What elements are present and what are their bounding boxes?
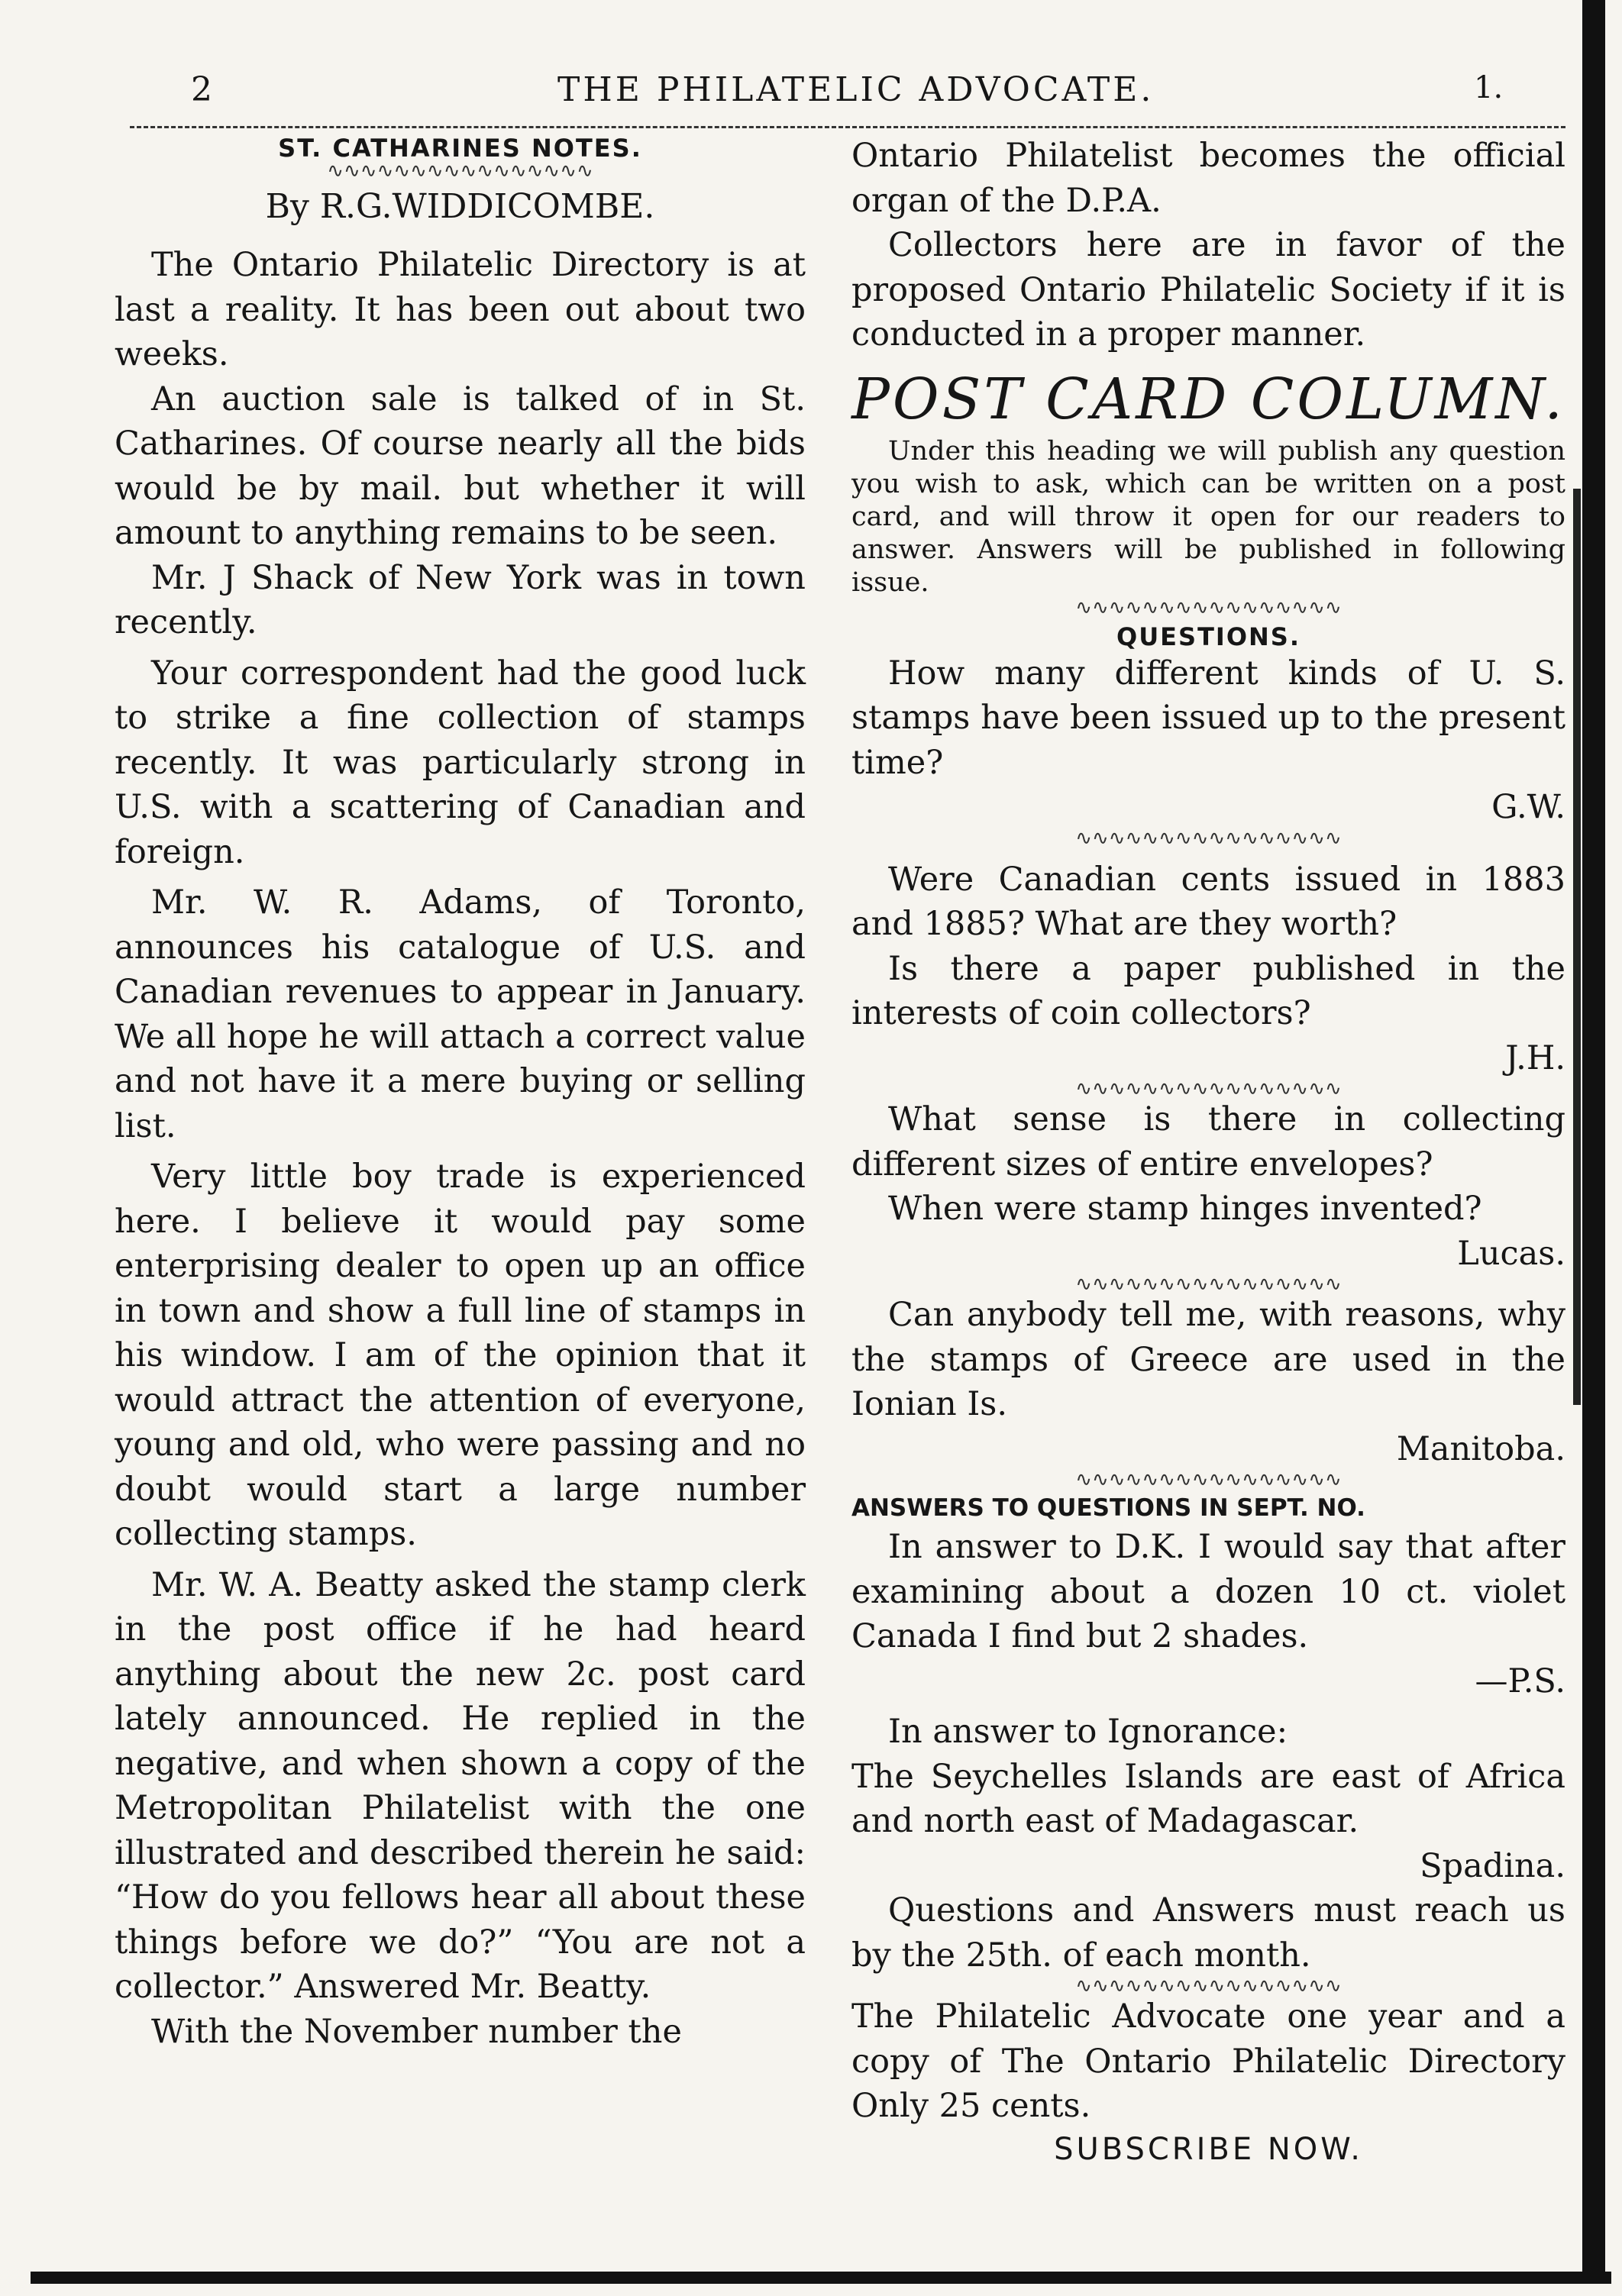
question-text: Is there a paper published in the interests of coin collectors? [851, 949, 1565, 1032]
paragraph: Mr. W. R. Adams, of Toronto, announces his catalogue of U.S. and Canadian revenues to appear in January. We all hope he will attach a correct value and not have it a mere buying or selling list. [115, 883, 806, 1145]
paragraph: Mr. W. A. Beatty asked the stamp clerk in the post office if he had heard anything about the new 2c. post card lately announced. He replied in the negative, and when shown a copy of the Metropolitan Philatelist with the one illustrated and described therein he said: “How do you fellows hear all about these things before we do?” “You are not a collector.” Answered Mr. Beatty. [115, 1565, 806, 2006]
continuation-text: Ontario Philatelist becomes the official organ of the D.P.A. [851, 137, 1565, 220]
subscribe-now: SUBSCRIBE NOW. [1054, 2131, 1363, 2167]
page-bottom-bar [31, 2272, 1611, 2284]
byline: By R.G.WIDDICOMBE. [265, 187, 655, 226]
question-signature: G.W. [1491, 788, 1565, 826]
paragraph: With the November number the [151, 2012, 682, 2051]
ornament-squiggle: ∿∿∿∿∿∿∿∿∿∿∿∿∿∿∿∿ [1075, 826, 1342, 850]
header-rule [130, 126, 1565, 128]
post-card-intro: Under this heading we will publish any question you wish to ask, which can be written on a post card, and will throw it open for our readers to answer. Answers will be published in following issue. [851, 435, 1565, 598]
answer-text: In answer to Ignorance: [888, 1713, 1288, 1751]
paragraph: The Ontario Philatelic Directory is at last a reality. It has been out about two weeks. [115, 246, 806, 373]
question-text: How many different kinds of U. S. stamps have been issued up to the present time? [851, 654, 1565, 782]
ornament-squiggle: ∿∿∿∿∿∿∿∿∿∿∿∿∿∿∿∿ [1075, 1468, 1342, 1491]
paragraph: An auction sale is talked of in St. Catharines. Of course nearly all the bids would be by mail. but whether it will amount to anything remains to be seen. [115, 379, 806, 552]
paragraph: Very little boy trade is experienced here. I believe it would pay some enterprising dealer to open up an office in town and show a full line of stamps in his window. I am of the opinion that it would attract the attention of everyone, young and old, who were passing and no doubt would start a large number collecting stamps. [115, 1158, 806, 1553]
answer-text: In answer to D.K. I would say that after examining about a dozen 10 ct. violet Canada I find but 2 shades. [851, 1528, 1565, 1655]
page-number: 2 [191, 70, 212, 109]
ornament-squiggle: ∿∿∿∿∿∿∿∿∿∿∿∿∿∿∿∿ [327, 160, 593, 182]
ornament-squiggle: ∿∿∿∿∿∿∿∿∿∿∿∿∿∿∿∿ [1075, 1975, 1342, 1997]
deadline-notice: Questions and Answers must reach us by the 25th. of each month. [851, 1891, 1565, 1975]
questions-heading: QUESTIONS. [1116, 622, 1301, 651]
page-edge-bar [1582, 0, 1605, 2272]
paragraph: Your correspondent had the good luck to strike a fine collection of stamps recently. It was particularly strong in U.S. with a scattering of Canadian and foreign. [115, 654, 806, 871]
question-text: Were Canadian cents issued in 1883 and 1885? What are they worth? [851, 860, 1565, 943]
question-signature: Lucas. [1457, 1234, 1565, 1273]
question-text: Can anybody tell me, with reasons, why the stamps of Greece are used in the Ionian Is. [851, 1296, 1565, 1423]
post-card-heading: POST CARD COLUMN. [851, 366, 1565, 432]
left-column [115, 134, 806, 2054]
answer-text: The Seychelles Islands are east of Africa and north east of Madagascar. [851, 1757, 1565, 1840]
section-title: ST. CATHARINES NOTES. [278, 134, 642, 163]
ornament-squiggle: ∿∿∿∿∿∿∿∿∿∿∿∿∿∿∿∿ [1075, 1273, 1342, 1296]
page-header [130, 70, 1565, 116]
question-text: When were stamp hinges invented? [888, 1190, 1482, 1228]
paragraph: Mr. J Shack of New York was in town recently. [115, 558, 806, 641]
subscription-offer: The Philatelic Advocate one year and a copy of The Ontario Philatelic Directory Only 25 cents. [851, 1997, 1565, 2125]
page-edge-shadow [1573, 489, 1581, 1405]
continuation-text: Collectors here are in favor of the proposed Ontario Philatelic Society if it is conducted in a proper manner. [851, 226, 1565, 354]
question-signature: J.H. [1505, 1038, 1565, 1077]
question-text: What sense is there in collecting different sizes of entire envelopes? [851, 1100, 1565, 1184]
header-mark: 1. [1474, 70, 1504, 105]
answer-signature: —P.S. [1475, 1661, 1565, 1700]
answer-signature: Spadina. [1420, 1846, 1565, 1885]
ornament-squiggle: ∿∿∿∿∿∿∿∿∿∿∿∿∿∿∿∿ [1075, 596, 1342, 619]
right-column [851, 134, 1565, 2167]
ornament-squiggle: ∿∿∿∿∿∿∿∿∿∿∿∿∿∿∿∿ [1075, 1077, 1342, 1100]
journal-title: THE PHILATELIC ADVOCATE. [557, 70, 1155, 109]
answers-heading: ANSWERS TO QUESTIONS IN SEPT. NO. [851, 1494, 1365, 1522]
question-signature: Manitoba. [1396, 1429, 1565, 1468]
